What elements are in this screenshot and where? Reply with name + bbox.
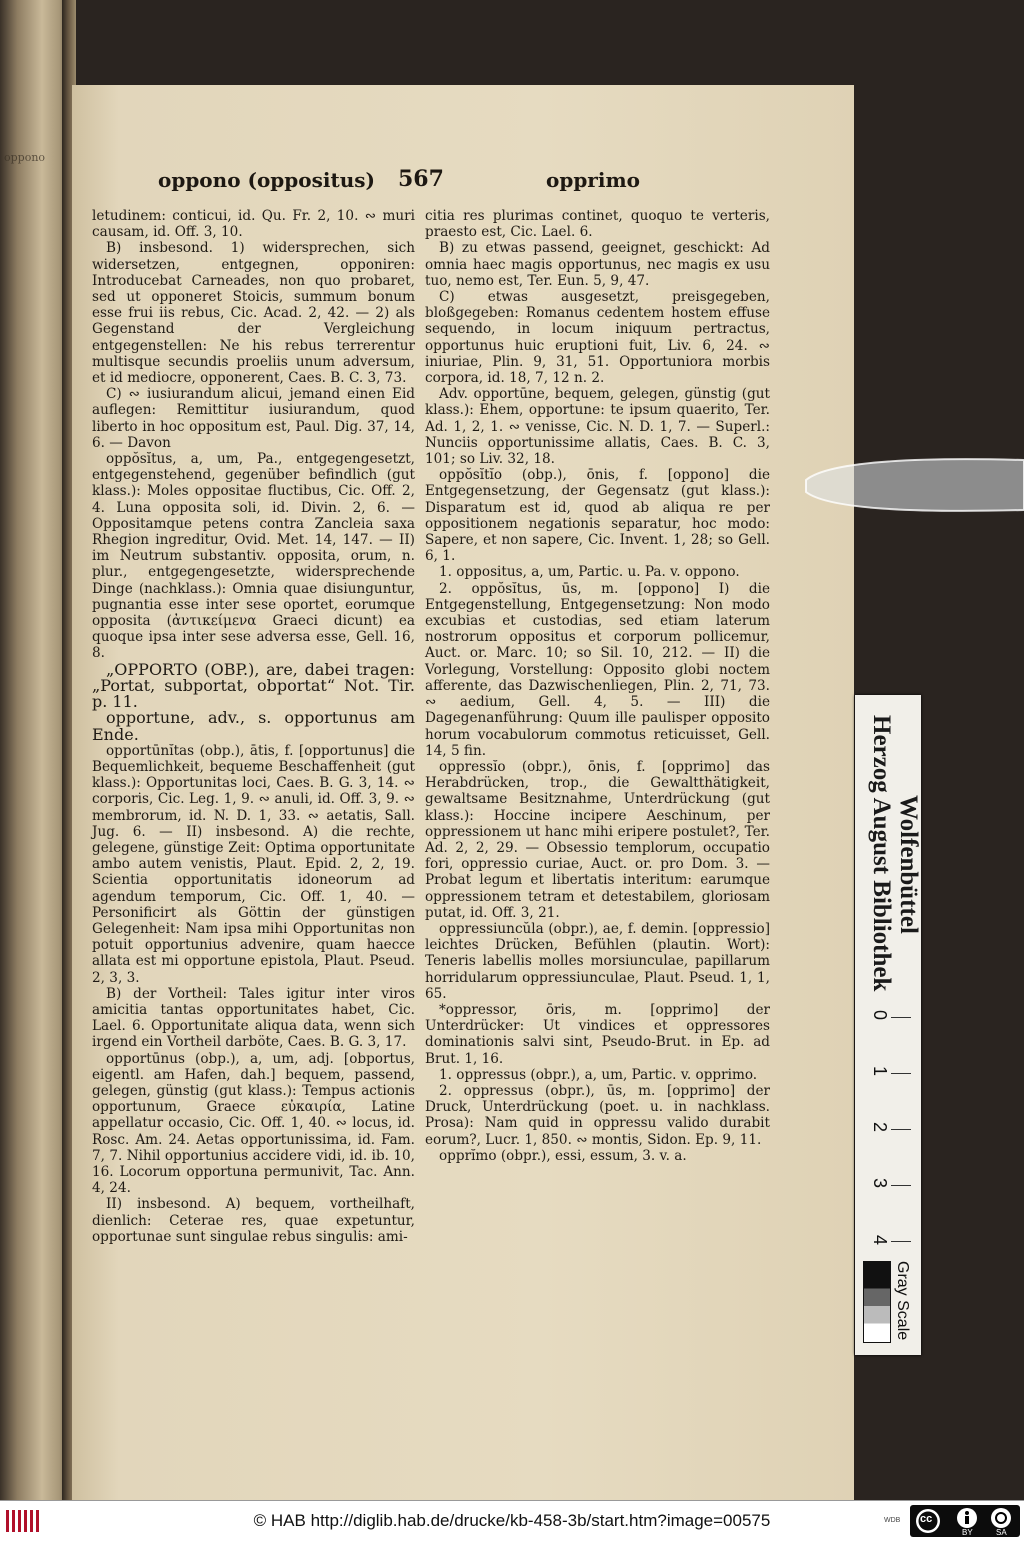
entry-paragraph: 1. oppressus (obpr.), a, um, Partic. v. opprimo. [439, 1066, 758, 1083]
left-page-text: oppono [4, 151, 46, 164]
gray-scale-swatch [863, 1261, 891, 1343]
scale-number: 0 [870, 1010, 890, 1021]
entry-paragraph: 2. oppressus (obpr.), ūs, m. [opprimo] der Druck, Unterdrückung (poet. u. in nachklass. Prosa): Nam quid in oppressu valido durabit eorum?, Lucr. 1, 850. ∾ montis, Sidon. Ep. 9, 11. [425, 1082, 770, 1148]
license-sa-label: SA [996, 1528, 1007, 1537]
page-number: 567 [398, 166, 444, 192]
scale-number: 3 [870, 1178, 890, 1189]
header-right: opprimo [546, 168, 640, 192]
attribution-icon [956, 1507, 978, 1529]
entry-paragraph: Adv. opportūne, bequem, gelegen, günstig (gut klass.): Ehem, opportune: te ipsum quaerito, Ter. Ad. 1, 2, 1. ∾ venisse, Cic. N. D. 1, 7. — Superl.: Nunciis opportunissime allatis, Caes. B. C. 3, 101; so Liv. 32, 18. [425, 386, 770, 468]
gray-scale-label: Gray Scale [894, 1261, 911, 1341]
entry-paragraph: opprĭmo (obpr.), essi, essum, 3. v. a. [439, 1147, 687, 1164]
entry-paragraph: 2. oppŏsĭtus, ūs, m. [oppono] I) die Entgegenstellung, Entgegensetzung: Non modo excubias et custodias, sed etiam laterum nostrorum oppositus et corporum pollicemur, Auct. or. Marc. 10; so Sil. 10, 212. — II) die Vorlegung, Vorstellung: Opposito globi noctem afferente, das Dazwischenliegen, Plin. 2, 71, 73. ∾ aedium, Gell. 4, 5. — III) die Dagegenanführung: Quum ille paulisper opposito horum vocabulorum commotus reticuisset, Gell. 14, 5 fin. [425, 580, 770, 759]
entry-paragraph: B) insbesond. 1) widersprechen, sich widersetzen, entgegnen, opponiren: Introducebat Carneades, non quo probaret, sed ut opponeret Stoicis, summum bonum esse frui iis rebus, Cic. Acad. 2, 42. — 2) als Gegenstand der Vergleichung entgegenstellen: Ne his rebus terrerentur multisque secundis proeliis unum adversum, et id mediocre, opponerent, Caes. B. C. 3, 73. [92, 240, 415, 387]
entry-paragraph: C) etwas ausgesetzt, preisgegeben, bloßgegeben: Romanus cedentem hostem effuse sequendo, in locum iniquum pertractus, opportunus huic eruptioni fuit, Liv. 6, 24. ∾ iniuriae, Plin. 9, 31, 51. Opportuniora morbis corpora, id. 18, 7, 12 n. 2. [425, 289, 770, 387]
entry-paragraph: oppressiuncŭla (obpr.), ae, f. demin. [oppressio] leichtes Drücken, Befühlen (plautin. Wort): Teneris labellis molles morsiunculae, papillarum horridularum oppressiunculae, Plaut. Pseud. 1, 1, 65. [425, 920, 770, 1002]
entry-paragraph: *oppressor, ōris, m. [opprimo] der Unterdrücker: Ut vindices et oppressores dominationis salvi sint, Pseudo-Brut. in Ep. ad Brut. 1, 16. [425, 1001, 770, 1067]
entry-paragraph: opportune, adv., s. opportunus am Ende. [92, 708, 415, 744]
scale-tick [891, 1185, 911, 1186]
footer-id-mark: WDB [884, 1517, 901, 1524]
share-alike-icon [990, 1507, 1012, 1529]
cc-license-badge[interactable] [910, 1505, 1020, 1537]
entry-paragraph: letudinem: conticui, id. Qu. Fr. 2, 10. ∾ muri causam, id. Off. 3, 10. [92, 208, 415, 241]
scale-number: 1 [870, 1066, 890, 1077]
scale-tick [891, 1241, 911, 1242]
scale-tick [891, 1129, 911, 1130]
color-scale-ruler [855, 695, 921, 1355]
entry-paragraph: citia res plurimas continet, quoquo te verteris, praesto est, Cic. Lael. 6. [425, 208, 770, 241]
library-name-line2: Wolfenbüttel [895, 795, 922, 934]
entry-paragraph: II) insbesond. A) bequem, vortheilhaft, dienlich: Ceterae res, quae expetuntur, opportunae sunt singulae rebus singulis: ami- [92, 1196, 415, 1245]
scale-number: 4 [870, 1235, 890, 1246]
scale-number: 2 [870, 1122, 890, 1133]
entry-paragraph: oppŏsĭtus, a, um, Pa., entgegengesetzt, entgegenstehend, gegenüber befindlich (gut klass.): Moles oppositae fluctibus, Cic. Off. 2, 4. Luna opposita soli, id. Divin. 2, 6. — Oppositamque petens contra Zancleia saxa Rhegion ingreditur, Ovid. Met. 14, 147. — II) im Neutrum substantiv. opposita, orum, n. plur., entgegengesetzte, widersprechende Dinge (nachklass.): Omnia quae disiunguntur, pugnantia esse inter sese oportet, eorumque opposita (ἀντικείμενα Graeci dicunt) ea quoque ipsa inter sese adversa esse, Gell. 16, 8. [92, 451, 415, 662]
entry-paragraph: opportūnus (obp.), a, um, adj. [obportus, eigentl. am Hafen, dah.] bequem, passend, gelegen, günstig (gut klass.): Tempus actionis opportunum, Graece εὐκαιρία, Latine appellatur occasio, Cic. Off. 1, 40. ∾ locus, id. Rosc. Am. 24. Aetas opportunissima, id. Fam. 7, 7. Nihil opportunius accidere vidi, id. ib. 10, 16. Locorum opportuna permunivit, Tac. Ann. 4, 24. [92, 1050, 415, 1197]
entry-paragraph: C) ∾ iusiurandum alicui, jemand einen Eid auflegen: Remittitur iusiurandum, quod liberto in hoc oppositum est, Paul. Dig. 37, 14, 6. — Davon [92, 386, 415, 451]
cc-label: cc [920, 1513, 933, 1525]
footer-bar [0, 1500, 1024, 1541]
entry-paragraph: 1. oppositus, a, um, Partic. u. Pa. v. oppono. [439, 564, 740, 581]
license-by-label: BY [962, 1528, 973, 1537]
entry-paragraph: B) der Vortheil: Tales igitur inter viros amicitia tantas opportunitates habet, Cic. Lael. 6. Opportunitate aliqua data, wenn sich irgend ein Vortheil darböte, Caes. B. G. 3, 17. [92, 985, 415, 1051]
left-page-edge [0, 0, 70, 1500]
left-column [92, 208, 415, 1245]
header-left: oppono (oppositus) [158, 168, 375, 192]
entry-paragraph: oppressĭo (obpr.), ōnis, f. [opprimo] das Herabdrücken, trop., die Gewaltthätigkeit, gewaltsame Besitznahme, Unterdrückung (gut klass.): Hoccine incipere Aeschinum, per oppressionem ut hanc mihi eripere postulet?, Ter. Ad. 2, 2, 29. — Obsessio templorum, occupatio fori, oppressio curiae, Auct. or. pro Dom. 3. — Probat legum et libertatis interitum: earumque oppressionem tetram et detestabilem, gloriosam putat, id. Off. 3, 21. [425, 758, 770, 921]
entry-paragraph: B) zu etwas passend, geeignet, geschickt: Ad omnia haec magis opportunus, nec magis ex usu tuo, nemo est, Ter. Eun. 5, 9, 47. [425, 240, 770, 289]
entry-paragraph: oppŏsĭtĭo (obp.), ōnis, f. [oppono] die Entgegensetzung, der Gegensatz (gut klass.): Disparatum est id, quod ab aliqua re per oppositionem negationis separatur, hoc modo: Sapere, et non sapere, Cic. Invent. 1, 28; so Gell. 6, 1. [425, 467, 770, 565]
entry-paragraph: opportūnĭtas (obp.), ātis, f. [opportunus] die Bequemlichkeit, bequeme Beschaffenheit (gut klass.): Opportunitas loci, Caes. B. G. 3, 14. ∾ corporis, Cic. Leg. 1, 9. ∾ anuli, id. Off. 3, 9. ∾ membrorum, id. N. D. 1, 33. ∾ aetatis, Sall. Jug. 6. — II) insbesond. A) die rechte, gelegene, günstige Zeit: Optima opportunitate ambo autem venistis, Plaut. Epid. 2, 2, 19. Scientia opportunitatis idoneorum ad agendum temporum, Cic. Off. 1, 40. — Personificirt als Göttin der günstigen Gelegenheit: Nam ipsa mihi Opportunitas non potuit opportunius advenire, quam haecce allata est mi opportune epistola, Plaut. Pseud. 2, 3, 3. [92, 742, 415, 986]
library-name-line1: Herzog August Bibliothek [868, 715, 895, 992]
source-url[interactable]: © HAB http://diglib.hab.de/drucke/kb-458-3b/start.htm?image=00575 [253, 1511, 771, 1530]
scale-tick [891, 1073, 911, 1074]
page-holder-clip [796, 450, 1024, 520]
right-column [425, 208, 770, 1164]
entry-paragraph: „OPPORTO (OBP.), are, dabei tragen: „Portat, subportat, obportat“ Not. Tir. p. 11. [92, 659, 415, 712]
scale-tick [891, 1017, 911, 1018]
